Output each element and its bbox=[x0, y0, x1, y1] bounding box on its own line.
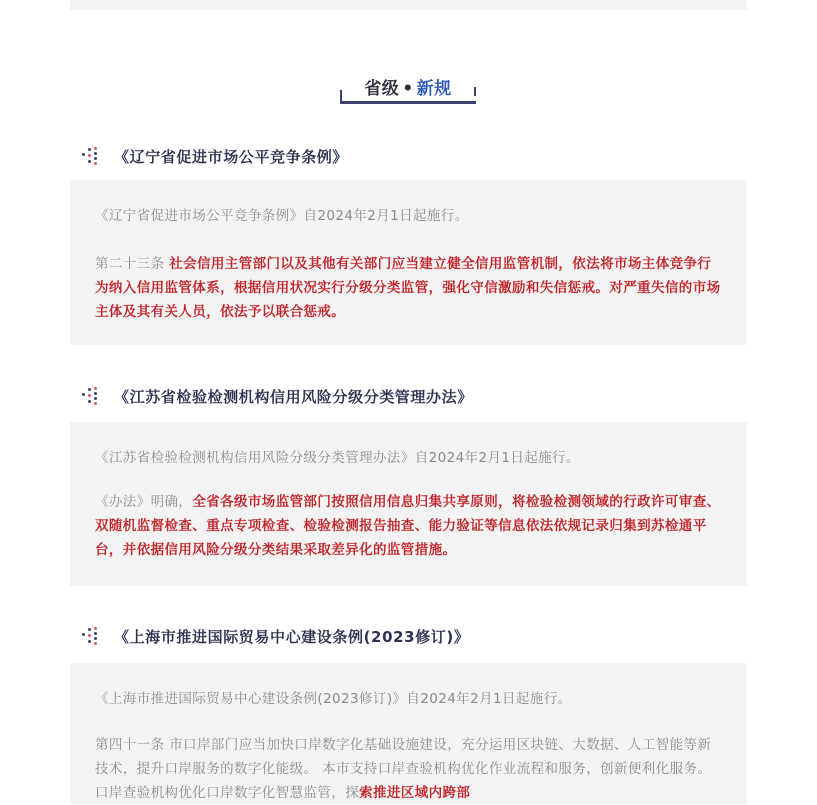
dot-grid-icon bbox=[82, 627, 98, 645]
item-card bbox=[70, 663, 747, 804]
item-title: 《江苏省检验检测机构信用风险分级分类管理办法》 bbox=[114, 387, 473, 406]
item-title-row bbox=[82, 624, 469, 648]
heading-underline bbox=[340, 101, 476, 104]
article-text bbox=[95, 733, 725, 805]
item-card bbox=[70, 180, 747, 345]
item-title-row bbox=[82, 384, 473, 408]
dot-grid-icon bbox=[82, 387, 98, 405]
article-text bbox=[95, 490, 725, 562]
effective-date-text: 《江苏省检验检测机构信用风险分级分类管理办法》自2024年2月1日起施行。 bbox=[95, 450, 580, 466]
dot-grid-icon bbox=[82, 147, 98, 165]
section-heading-level: 省级 bbox=[364, 79, 400, 99]
effective-date-text: 《上海市推进国际贸易中心建设条例(2023修订)》自2024年2月1日起施行。 bbox=[95, 691, 572, 707]
item-title-row bbox=[82, 144, 348, 168]
article-highlight: 索推进区域内跨部 bbox=[359, 785, 471, 801]
section-heading bbox=[340, 78, 476, 104]
article-highlight: 全省各级市场监管部门按照信用信息归集共享原则，将检验检测领域的行政许可审查、双随机监督检查、重点专项检查、检验检测报告抽查、能力验证等信息依法依规记录归集到苏检通平台，并依据信用风险分级分类结果采取差异化的监管措施。 bbox=[95, 494, 721, 558]
article-lead: 《办法》明确， bbox=[95, 494, 193, 510]
article-lead: 第四十一条 市口岸部门应当加快口岸数字化基础设施建设，充分运用区块链、大数据、人工智能等新技术，提升口岸服务的数字化能级。 本市支持口岸查验机构优化作业流程和服务，创新便利化服务。口岸查验机构优化口岸数字化智慧监管，探 bbox=[95, 737, 712, 801]
section-heading-label bbox=[340, 78, 476, 100]
previous-card-edge bbox=[70, 0, 747, 10]
item-card bbox=[70, 422, 747, 586]
article-text bbox=[95, 252, 725, 324]
article-highlight: 社会信用主管部门以及其他有关部门应当建立健全信用监管机制，依法将市场主体竞争行为纳入信用监管体系，根据信用状况实行分级分类监管，强化守信激励和失信惩戒。对严重失信的市场主体及其有关人员，依法予以联合惩戒。 bbox=[95, 256, 721, 320]
effective-date-text: 《辽宁省促进市场公平竞争条例》自2024年2月1日起施行。 bbox=[95, 208, 469, 224]
item-title: 《辽宁省促进市场公平竞争条例》 bbox=[114, 147, 349, 166]
section-heading-topic: 新规 bbox=[416, 79, 452, 99]
item-title: 《上海市推进国际贸易中心建设条例(2023修订)》 bbox=[114, 627, 470, 646]
article-lead: 第二十三条 bbox=[95, 256, 170, 272]
section-heading-separator: • bbox=[402, 79, 414, 99]
